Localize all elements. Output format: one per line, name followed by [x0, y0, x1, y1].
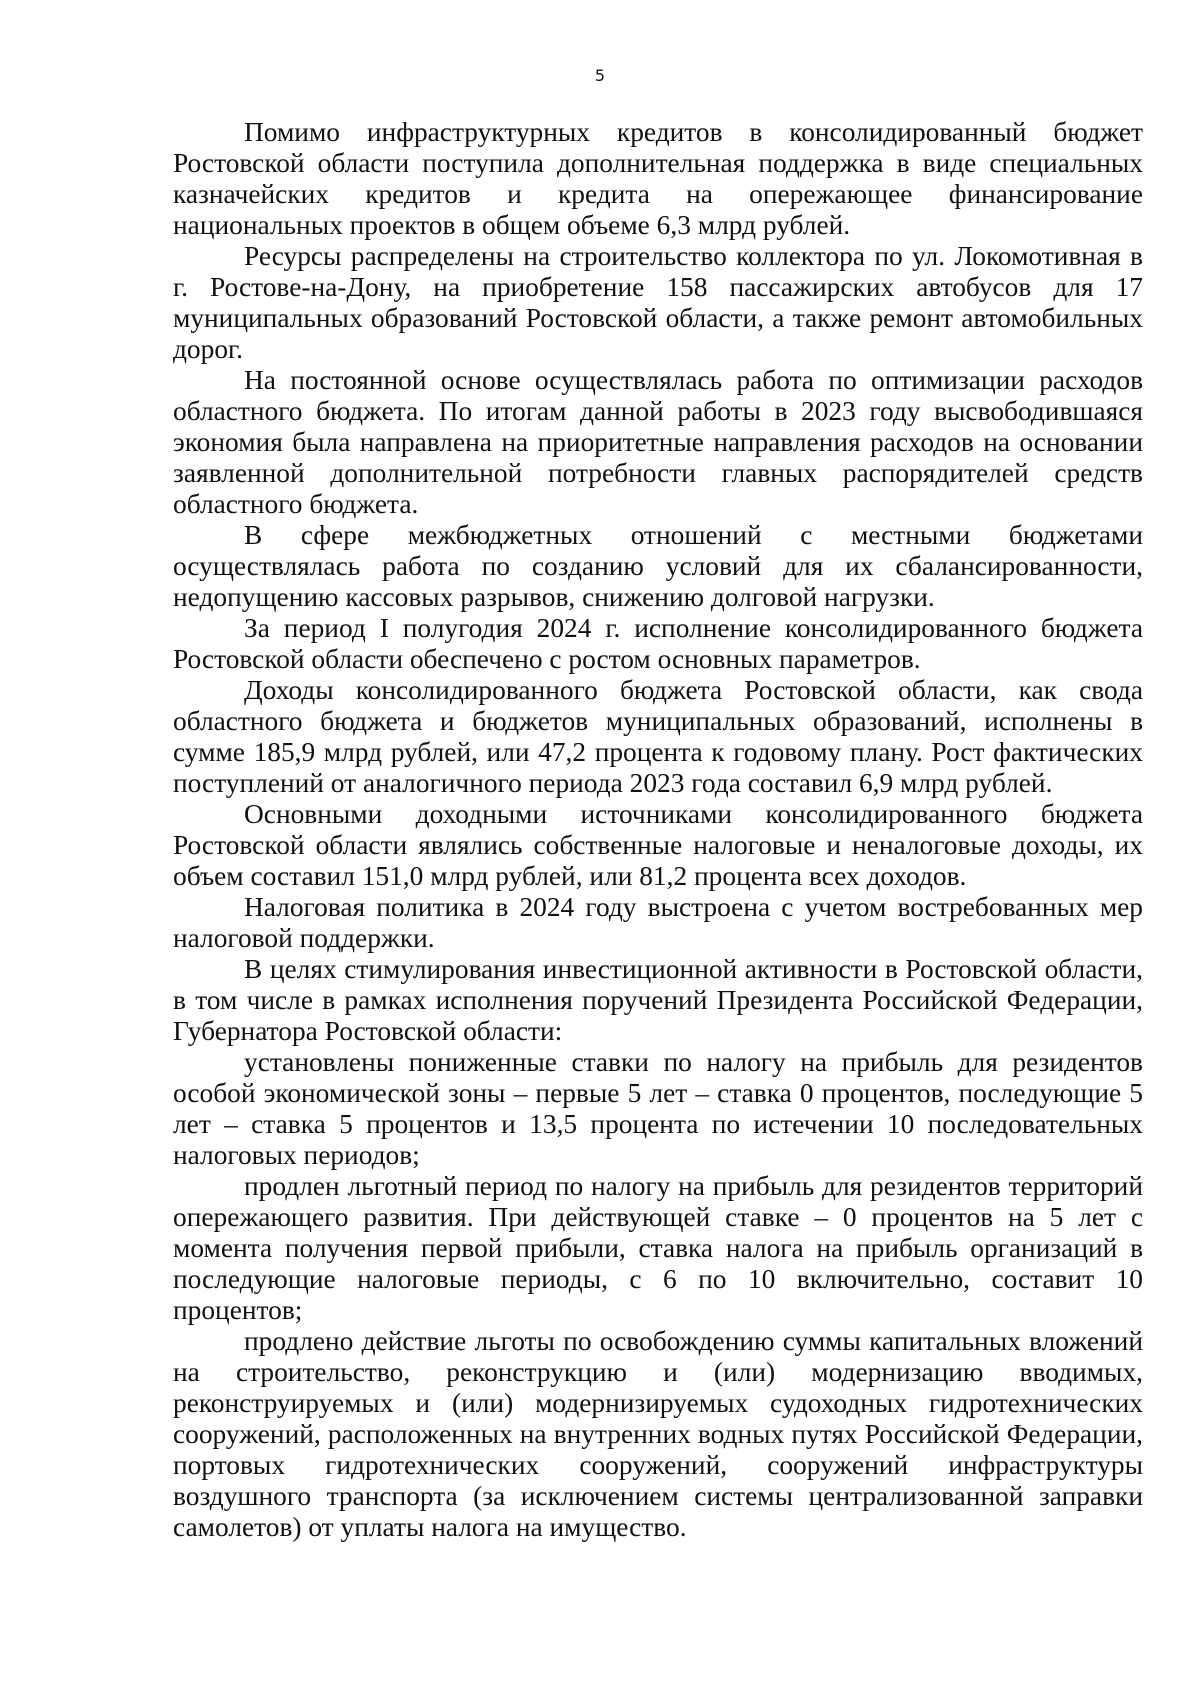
document-body [173, 117, 1143, 1543]
paragraph-expense-optimization: На постоянной основе осуществлялась работа по оптимизации расходов областного бюджета. По итогам данной работы в 2023 году высвободившаяся экономия была направлена на приоритетные направления расходов на основании заявленной дополнительной потребности главных распорядителей средств областного бюджета. [173, 365, 1143, 519]
paragraph-main-revenue-sources: Основными доходными источниками консолидированного бюджета Ростовской области являлись собственные налоговые и неналоговые доходы, их объем составил 151,0 млрд рублей, или 81,2 процента всех доходов. [173, 799, 1143, 891]
paragraph-property-tax-exemption: продлено действие льготы по освобождению суммы капитальных вложений на строительство, реконструкцию и (или) модернизацию вводимых, реконструируемых и (или) модернизируемых судоходных гидротехнических сооружений, расположенных на внутренних водных путях Российской Федерации, портовых гидротехнических сооружений, сооружений инфраструктуры воздушного транспорта (за исключением системы централизованной заправки самолетов) от уплаты налога на имущество. [173, 1326, 1143, 1542]
page-number: 5 [594, 66, 606, 85]
paragraph-investment-stimulation: В целях стимулирования инвестиционной активности в Ростовской области, в том числе в рамках исполнения поручений Президента Российской Федерации, Губернатора Ростовской области: [173, 954, 1143, 1046]
paragraph-infrastructure-credits: Помимо инфраструктурных кредитов в консолидированный бюджет Ростовской области поступила дополнительная поддержка в виде специальных казначейских кредитов и кредита на опережающее финансирование национальных проектов в общем объеме 6,3 млрд рублей. [173, 117, 1143, 240]
paragraph-consolidated-revenue: Доходы консолидированного бюджета Ростовской области, как свода областного бюджета и бюджетов муниципальных образований, исполнены в сумме 185,9 млрд рублей, или 47,2 процента к годовому плану. Рост фактических поступлений от аналогичного периода 2023 года составил 6,9 млрд рублей. [173, 675, 1143, 798]
paragraph-interbudget-relations: В сфере межбюджетных отношений с местными бюджетами осуществлялась работа по созданию условий для их сбалансированности, недопущению кассовых разрывов, снижению долговой нагрузки. [173, 520, 1143, 612]
paragraph-resource-allocation: Ресурсы распределены на строительство коллектора по ул. Локомотивная в г. Ростове-на-Дону, на приобретение 158 пассажирских автобусов для 17 муниципальных образований Ростовской области, а также ремонт автомобильных дорог. [173, 241, 1143, 364]
paragraph-tax-policy: Налоговая политика в 2024 году выстроена с учетом востребованных мер налоговой поддержки. [173, 892, 1143, 953]
paragraph-priority-development-territories: продлен льготный период по налогу на прибыль для резидентов территорий опережающего развития. При действующей ставке – 0 процентов на 5 лет с момента получения первой прибыли, ставка налога на прибыль организаций в последующие налоговые периоды, с 6 по 10 включительно, составит 10 процентов; [173, 1171, 1143, 1325]
paragraph-reduced-rates-sez: установлены пониженные ставки по налогу на прибыль для резидентов особой экономической зоны – первые 5 лет – ставка 0 процентов, последующие 5 лет – ставка 5 процентов и 13,5 процента по истечении 10 последовательных налоговых периодов; [173, 1047, 1143, 1170]
paragraph-half-year-execution: За период I полугодия 2024 г. исполнение консолидированного бюджета Ростовской области обеспечено с ростом основных параметров. [173, 613, 1143, 674]
